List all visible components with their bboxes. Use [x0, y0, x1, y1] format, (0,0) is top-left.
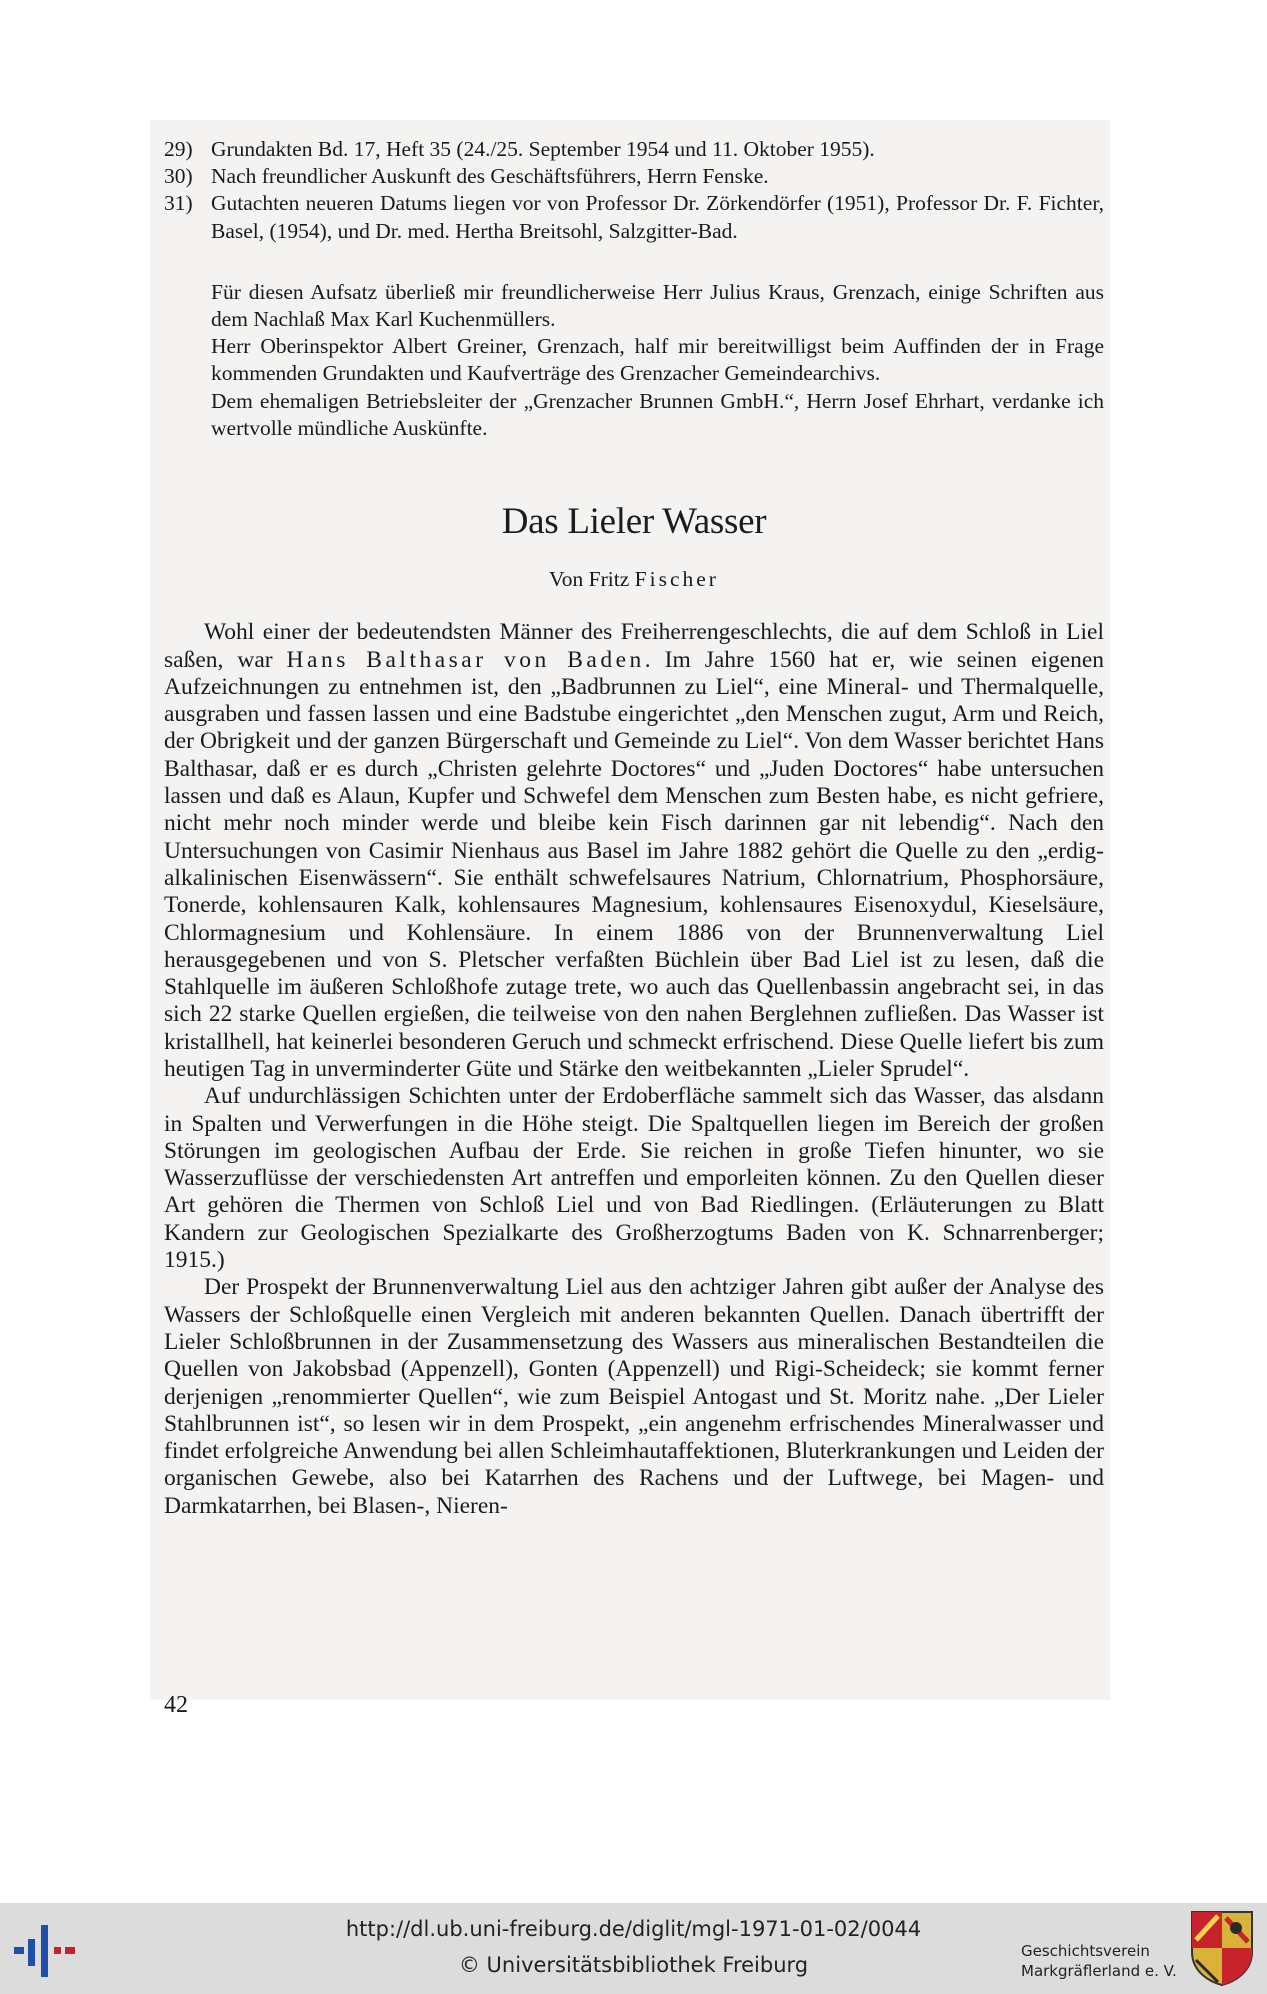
footnote-30	[164, 163, 1104, 190]
footnote-29	[164, 136, 1104, 163]
copyright-notice: © Universitätsbibliothek Freiburg	[458, 1953, 809, 1977]
footnote-31	[164, 190, 1104, 244]
paragraph-1	[164, 619, 1104, 1083]
society-line: Markgräflerland e. V.	[1021, 1962, 1177, 1980]
article-title: Das Lieler Wasser	[501, 501, 767, 543]
acknowledgement-text: Dem ehemaligen Betriebsleiter der „Grenzacher Brunnen GmbH.“, Herrn Josef Ehrhart, verdanke ich wertvolle mündliche Auskünfte.	[211, 388, 1104, 440]
acknowledgement-text: Herr Oberinspektor Albert Greiner, Grenzach, half mir bereitwilligst beim Auffinden der in Frage kommenden Grundakten und Kaufverträge des Grenzacher Gemeindearchivs.	[211, 334, 1104, 386]
footnote-number: 30)	[164, 164, 193, 189]
footnote-number: 31)	[164, 191, 193, 216]
footnote-text: Nach freundlicher Auskunft des Geschäftsführers, Herrn Fenske.	[211, 164, 769, 189]
coat-of-arms-icon	[1190, 1910, 1254, 1986]
footnote-text: Grundakten Bd. 17, Heft 35 (24./25. September 1954 und 11. Oktober 1955).	[211, 137, 875, 161]
author-name: Fischer	[634, 567, 719, 592]
footnote-number: 29)	[164, 137, 193, 161]
acknowledgements	[211, 279, 1104, 442]
footnotes	[164, 136, 1104, 245]
document-url[interactable]	[0, 1917, 1267, 1941]
page-content	[164, 136, 1104, 1520]
society-line: Geschichtsverein	[1021, 1942, 1150, 1960]
acknowledgement-text: Für diesen Aufsatz überließ mir freundlicherweise Herr Julius Kraus, Grenzach, einige Schriften aus dem Nachlaß Max Karl Kuchenmüllers.	[211, 279, 1104, 332]
url-text: http://dl.ub.uni-freiburg.de/diglit/mgl-1971-01-02/0044	[345, 1917, 922, 1941]
paragraph-2: Auf undurchlässigen Schichten unter der Erdoberfläche sammelt sich das Wasser, das alsdann in Spalten und Verwerfungen in die Höhe steigt. Die Spaltquellen liegen im Bereich der großen Störungen im geologischen Aufbau der Erde. Sie reichen in große Tiefen hinunter, wo sie Wasserzuflüsse der verschiedensten Art antreffen und emporleiten können. Zu den Quellen dieser Art gehören die Thermen von Schloß Liel und von Bad Riedlingen. (Erläuterungen zu Blatt Kandern zur Geologischen Spezialkarte des Großherzogtums Baden von K. Schnarrenberger; 1915.)	[164, 1083, 1104, 1274]
byline-prefix: Von Fritz	[549, 567, 635, 592]
footnote-text: Gutachten neueren Datums liegen vor von Professor Dr. Zörkendörfer (1951), Professor Dr. F. Fichter, Basel, (1954), und Dr. med. Hertha Breitsohl, Salzgitter-Bad.	[211, 191, 1104, 243]
page-number: 42	[164, 1692, 188, 1718]
spaced-name: Hans Balthasar von Baden	[286, 646, 645, 673]
article-byline	[164, 566, 1104, 593]
society-name	[1021, 1941, 1177, 1981]
library-footer	[0, 1903, 1267, 1994]
paragraph-text: . Im Jahre 1560 hat er, wie seinen eigenen Aufzeichnungen zu entnehmen ist, den „Badbrunnen zu Liel“, eine Mineral- und Thermalquelle, ausgraben und fassen lassen und eine Badstube eingerichtet „den Menschen zugut, Arm und Reich, der Obrigkeit und der ganzen Bürgerschaft und Gemeinde zu Liel“. Von dem Wasser berichtet Hans Balthasar, daß er es durch „Christen gelehrte Doctores“ und „Juden Doctores“ habe untersuchen lassen und daß es Alaun, Kupfer und Schwefel dem Menschen zum Besten habe, es nicht gefriere, nicht mehr noch minder werde und bleibe kein Fisch darinnen gar nit lebendig“. Nach den Untersuchungen von Casimir Nienhaus aus Basel im Jahre 1882 gehört die Quelle zu den „erdig-alkalinischen Eisenwässern“. Sie enthält schwefelsaures Natrium, Chlornatrium, Phosphorsäure, Tonerde, kohlensauren Kalk, kohlensaures Magnesium, kohlensaures Eisenoxydul, Kieselsäure, Chlormagnesium und Kohlensäure. In einem 1886 von der Brunnenverwaltung Liel herausgegebenen und von S. Pletscher verfaßten Büchlein über Bad Liel ist zu lesen, daß die Stahlquelle im äußeren Schloßhofe zutage trete, wo auch das Quellenbassin angebracht sei, in das sich 22 starke Quellen ergießen, die teilweise von den nahen Berglehnen zufließen. Das Wasser ist kristallhell, hat keinerlei besonderen Geruch und schmeckt erfrischend. Diese Quelle liefert bis zum heutigen Tag in unverminderter Güte und Stärke den weitbekannten „Lieler Sprudel“.	[164, 646, 1105, 1082]
article-body	[164, 619, 1104, 1520]
paragraph-3: Der Prospekt der Brunnenverwaltung Liel aus den achtziger Jahren gibt außer der Analyse des Wassers der Schloßquelle einen Vergleich mit anderen bekannten Quellen. Danach übertrifft der Lieler Schloßbrunnen in der Zusammensetzung des Wassers aus mineralischen Bestandteilen die Quellen von Jakobsbad (Appenzell), Gonten (Appenzell) und Rigi-Scheideck; sie kommt ferner derjenigen „renommierter Quellen“, wie zum Beispiel Antogast und St. Moritz nahe. „Der Lieler Stahlbrunnen ist“, so lesen wir in dem Prospekt, „ein angenehm erfrischendes Mineralwasser und findet erfolgreiche Anwendung bei allen Schleimhautaffektionen, Bluterkrankungen und Leiden der organischen Gewebe, also bei Katarrhen des Rachens und der Luftwege, bei Magen- und Darmkatarrhen, bei Blasen-, Nieren-	[164, 1274, 1104, 1519]
paragraph-text: Wohl einer der bedeutendsten Männer des Freiherrengeschlechts, die auf dem Schloß in Liel saßen, war	[164, 619, 1104, 673]
